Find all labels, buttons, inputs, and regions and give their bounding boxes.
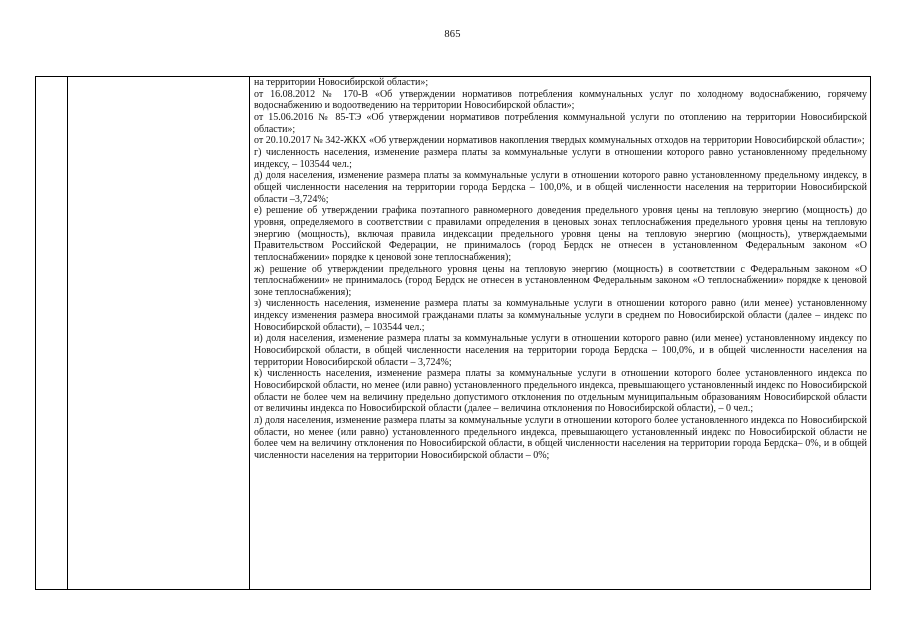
- content-paragraph: е) решение об утверждении графика поэтапного равномерного доведения предельного уровня цены на тепловую энергию (мощность) до уровня, определяемого в соответствии с правилами определения в ценовых зонах теплоснабжения предельного уровня цены на тепловую энергию (мощность), включая правила индексации предельного уровня цены на тепловую энергию (мощность), утверждаемыми Правительством Российской Федерации, не принималось (город Бердск не отнесен в установленном Федеральным законом «О теплоснабжении» порядке к ценовой зоне теплоснабжения);: [254, 205, 867, 263]
- content-paragraph: л) доля населения, изменение размера платы за коммунальные услуги в отношении которого более установленного индекса по Новосибирской области, но менее (или равно) установленного предельного индекса, превышающего установленный индекс по Новосибирской области не более чем на величину отклонения по Новосибирской области, в общей численности населения на территории города Бердска– 0%, и в общей численности населения на территории Новосибирской области – 0%;: [254, 415, 867, 461]
- content-paragraph: ж) решение об утверждении предельного уровня цены на тепловую энергию (мощность) в соответствии с Федеральным законом «О теплоснабжении» не принималось (город Бердск не отнесен в установленном Федеральным законом «О теплоснабжении» порядке к ценовой зоне теплоснабжения);: [254, 263, 867, 298]
- table-column-number: [36, 77, 68, 589]
- content-paragraph: от 16.08.2012 № 170-В «Об утверждении нормативов потребления коммунальных услуг по холодному водоснабжению, горячему водоснабжению и водоотведению на территории Новосибирской области»;: [254, 88, 867, 112]
- content-paragraph: з) численность населения, изменение размера платы за коммунальные услуги в отношении которого равно (или менее) установленному индексу изменения размера вносимой гражданами платы за коммунальные услуги в среднем по Новосибирской области (далее – индекс по Новосибирской области), – 103544 чел.;: [254, 298, 867, 333]
- content-paragraph: на территории Новосибирской области»;: [254, 77, 429, 88]
- document-table: [35, 76, 871, 590]
- content-paragraph: от 20.10.2017 № 342-ЖКХ «Об утверждении нормативов накопления твердых коммунальных отходов на территории Новосибирской области»;: [254, 135, 865, 147]
- table-column-content: [254, 77, 867, 589]
- content-paragraph: д) доля населения, изменение размера платы за коммунальные услуги в отношении которого равно установленному предельному индексу, в общей численности населения на территории города Бердска – 100,0%, и в общей численности населения на территории Новосибирской области –3,724%;: [254, 170, 867, 205]
- page-number: 865: [444, 29, 461, 40]
- table-column-name: [68, 77, 250, 589]
- content-paragraph: к) численность населения, изменение размера платы за коммунальные услуги в отношении которого более установленного индекса по Новосибирской области, но менее (или равно) установленного предельного индекса, превышающего установленный индекс по Новосибирской области не более чем на величину предельно допустимого отклонения по отдельным муниципальным образованиям Новосибирской области от величины индекса по Новосибирской области (далее – величина отклонения по Новосибирской области), – 0 чел.;: [254, 368, 867, 415]
- content-paragraph: г) численность населения, изменение размера платы за коммунальные услуги в отношении которого равно установленному предельному индексу, – 103544 чел.;: [254, 146, 867, 170]
- content-paragraph: и) доля населения, изменение размера платы за коммунальные услуги в отношении которого равно (или менее) установленному индексу по Новосибирской области, в общей численности населения на территории города Бердска – 100,0%, и в общей численности населения на территории Новосибирской области – 3,724%;: [254, 333, 867, 368]
- content-paragraph: от 15.06.2016 № 85-ТЭ «Об утверждении нормативов потребления коммунальной услуги по отоплению на территории Новосибирской области»;: [254, 111, 867, 135]
